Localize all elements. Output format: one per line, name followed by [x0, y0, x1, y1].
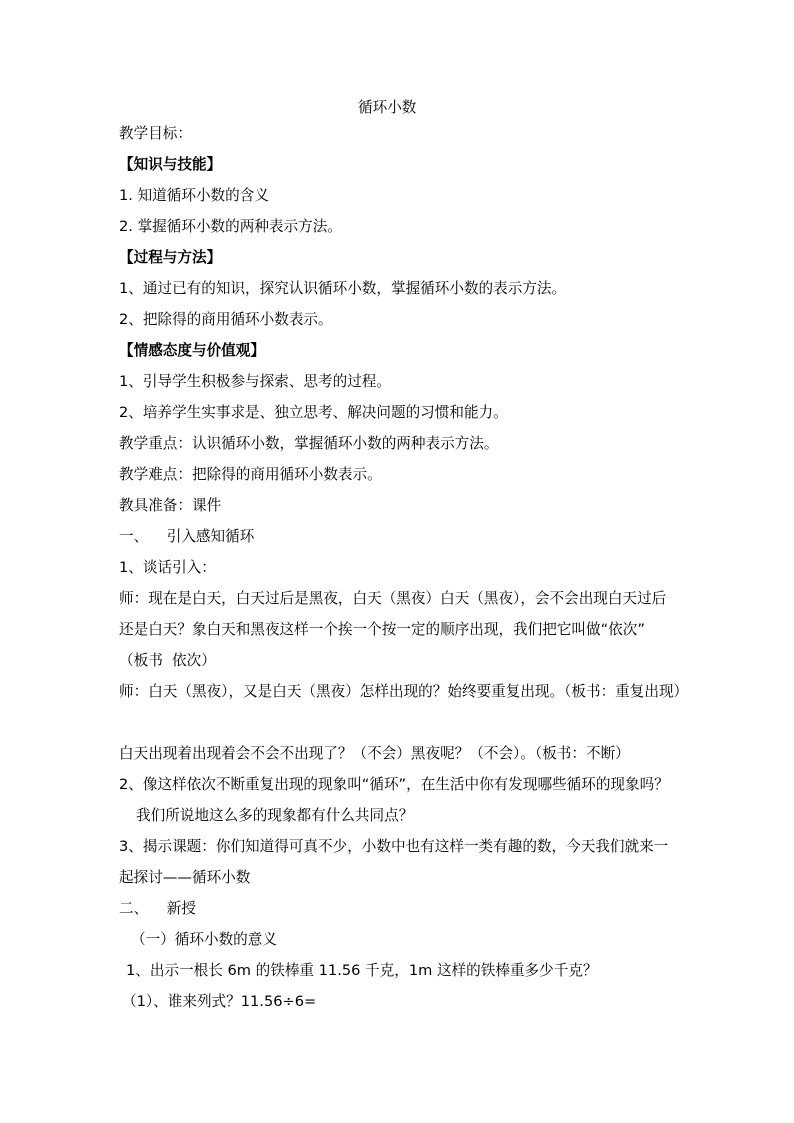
section-heading: 【过程与方法】: [119, 249, 222, 266]
paragraph-line: 师：现在是白天，白天过后是黑夜，白天（黑夜）白天（黑夜），会不会出现白天过后: [119, 590, 667, 607]
section-heading: 【知识与技能】: [119, 156, 222, 173]
paragraph-line: 2、像这样依次不断重复出现的现象叫“循环”，在生活中你有发现哪些循环的现象吗？: [119, 776, 669, 793]
document-title: 循环小数: [358, 99, 417, 116]
paragraph-line: 1、出示一根长 6m 的铁棒重 11.56 千克，1m 这样的铁棒重多少千克？: [126, 962, 598, 979]
text-line: 1. 知道循环小数的含义: [119, 187, 269, 204]
paragraph-line: （板书 依次）: [119, 652, 216, 669]
paragraph-line: 我们所说地这么多的现象都有什么共同点？: [136, 807, 414, 824]
text-line: 教学重点：认识循环小数，掌握循环小数的两种表示方法。: [119, 435, 499, 452]
subsection-heading: （一）循环小数的意义: [131, 931, 277, 948]
text-line: 1、谈话引入：: [119, 559, 216, 576]
text-line: 2、培养学生实事求是、独立思考、解决问题的习惯和能力。: [119, 404, 508, 421]
section-heading: 【情感态度与价值观】: [119, 342, 265, 359]
paragraph-line: 起探讨——循环小数: [119, 869, 251, 886]
section-heading: 二、 新授: [119, 900, 196, 917]
text-line: 1、通过已有的知识，探究认识循环小数，掌握循环小数的表示方法。: [119, 280, 567, 297]
text-line: 2、把除得的商用循环小数表示。: [119, 311, 333, 328]
paragraph-line: 3、揭示课题：你们知道得可真不少，小数中也有这样一类有趣的数，今天我们就来一: [119, 838, 669, 855]
text-line: 1、引导学生积极参与探索、思考的过程。: [119, 373, 391, 390]
text-line: 教具准备：课件: [119, 497, 222, 514]
text-line: 教学目标：: [119, 125, 192, 142]
section-heading: 一、 引入感知循环: [119, 528, 255, 545]
text-line: 2. 掌握循环小数的两种表示方法。: [119, 218, 342, 235]
text-line: 教学难点：把除得的商用循环小数表示。: [119, 466, 382, 483]
paragraph-line: 还是白天？象白天和黑夜这样一个挨一个按一定的顺序出现，我们把它叫做“依次”: [119, 621, 645, 638]
paragraph-line: 师：白天（黑夜），又是白天（黑夜）怎样出现的？始终要重复出现。（板书：重复出现）: [119, 683, 689, 700]
paragraph-line: 白天出现着出现着会不会不出现了？（不会）黑夜呢？（不会）。（板书：不断）: [119, 745, 630, 762]
paragraph-line: （1）、谁来列式？11.56÷6=: [122, 993, 317, 1010]
